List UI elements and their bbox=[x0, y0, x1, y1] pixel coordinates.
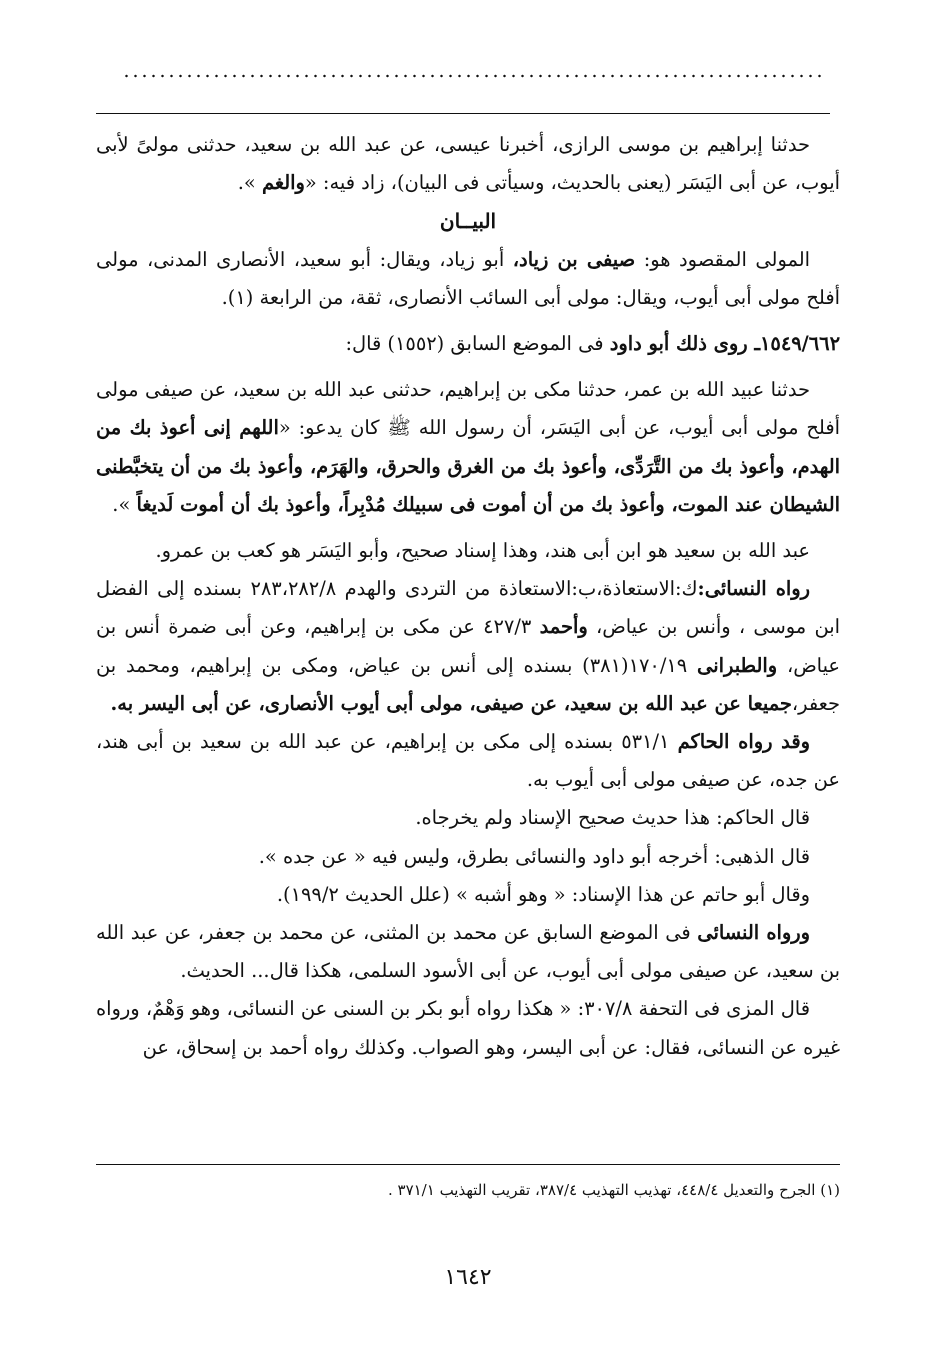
footnote: (١) الجرح والتعديل ٤٤٨/٤، تهذيب التهذيب ٣٨٧/٤، تقريب التهذيب ٣٧١/١ . bbox=[387, 1181, 840, 1199]
text-span: حدثنا إبراهيم بن موسى الرازى، أخبرنا عيسى، عن عبد الله بن سعيد، حدثنى مولىً لأبى أيوب، عن أبى اليَسَر (يعنى بالحديث، وسيأتى فى البيان)، زاد فيه: « bbox=[96, 133, 840, 195]
bold-span: جميعا عن عبد الله بن سعيد، عن صيفى، مولى أبى أيوب الأنصارى، عن أبى اليسر به. bbox=[110, 691, 792, 715]
footnote-rule bbox=[96, 1164, 840, 1165]
text-span: ٤٢٧/٣ عن مكى بن إبراهيم، وعن أبى ضمرة أنس بن عياض، bbox=[96, 615, 840, 677]
main-text bbox=[96, 126, 840, 1067]
bold-span: وأحمد bbox=[539, 615, 588, 639]
paragraph-hakim-quote: قال الحاكم: هذا حديث صحيح الإسناد ولم يخرجاه. bbox=[415, 806, 810, 830]
paragraph-hadith-chain bbox=[96, 126, 840, 202]
paragraph-nasai-alt bbox=[96, 914, 840, 990]
paragraph-hadith-text bbox=[96, 371, 840, 524]
text-span: ك:الاستعاذة،ب:الاستعاذة من التردى والهدم ٢٨٣،٢٨٢/٨ بسنده إلى الفضل ابن موسى ، وأنس بن عياض، bbox=[96, 577, 841, 639]
page-number: ١٦٤٢ bbox=[444, 1265, 492, 1290]
paragraph-abu-hatim-quote: وقال أبو حاتم عن هذا الإسناد: « وهو أشبه » (علل الحديث ١٩٩/٢). bbox=[276, 882, 810, 906]
text-span: حدثنا عبيد الله بن عمر، حدثنا مكى بن إبراهيم، حدثنى عبد الله بن سعيد، عن صيفى مولى أفلح مولى أبى أيوب، عن أبى اليَسَر، أن رسول الله ﷺ كان يدعو: « bbox=[96, 378, 840, 440]
text-span: ٥٣١/١ بسنده إلى مكى بن إبراهيم، عن عبد الله بن سعيد بن أبى هند، عن جده، عن صيفى مولى أبى أيوب به. bbox=[96, 730, 840, 792]
bold-span: صيفى بن زياد، bbox=[512, 247, 636, 271]
text-span: المولى المقصود هو: bbox=[643, 247, 810, 271]
paragraph-hakim bbox=[96, 723, 840, 799]
bold-span: والطبرانى bbox=[697, 653, 778, 677]
text-span: ». bbox=[237, 171, 256, 195]
text-span: ». bbox=[112, 492, 131, 516]
top-rule bbox=[96, 113, 830, 114]
dotted-separator bbox=[122, 70, 826, 82]
paragraph-mizzi: قال المزى فى التحفة ٣٠٧/٨: « هكذا رواه أبو بكر بن السنى عن النسائى، وهو وَهْمٌ، ورواه غيره عن النسائى، فقال: عن أبى اليسر، وهو الصواب. وكذلك رواه أحمد بن إسحاق، عن bbox=[96, 997, 840, 1059]
paragraph-isnad-grade: عبد الله بن سعيد هو ابن أبى هند، وهذا إسناد صحيح، وأبو اليَسَر هو كعب بن عمرو. bbox=[155, 539, 810, 563]
bold-span: ١٥٤٩/٦٦٢ـ روى ذلك أبو داود bbox=[609, 332, 840, 356]
section-heading: البيــان bbox=[439, 209, 497, 234]
bold-span: والغم bbox=[261, 171, 305, 195]
text-span: ١٧٠/١٩(٣٨١) بسنده إلى أنس بن عياض، ومكى بن إبراهيم، ومحمد بن جعفر، bbox=[96, 653, 840, 715]
paragraph-hadith-number bbox=[96, 325, 840, 363]
text-span: أبو زياد، ويقال: أبو سعيد، الأنصارى المدنى، مولى أفلح مولى أبى أيوب، ويقال: مولى أبى السائب الأنصارى، ثقة، من الرابعة bbox=[96, 247, 840, 309]
bold-span: رواه النسائى: bbox=[697, 577, 810, 601]
bold-span: اللهم إنى أعوذ بك من الهدم، وأعوذ بك من التَّرَدِّى، وأعوذ بك من الغرق والحرق، والهَرَم، وأعوذ بك من أن يتخبَّطنى الشيطان عند الموت، وأعوذ بك من أن أموت فى سبيلك مُدْبِراً، وأعوذ بك أن أموت لَديغاً bbox=[96, 416, 840, 516]
footnote-ref: (١). bbox=[221, 285, 254, 309]
bold-span: وقد رواه الحاكم bbox=[677, 730, 810, 754]
paragraph-dhahabi-quote: قال الذهبى: أخرجه أبو داود والنسائى بطرق، وليس فيه « عن جده ». bbox=[258, 844, 810, 868]
text-span: فى الموضع السابق (١٥٥٢) قال: bbox=[345, 332, 604, 356]
text-span: فى الموضع السابق عن محمد بن المثنى، عن محمد بن جعفر، عن عبد الله بن سعيد، عن صيفى مولى أبى أيوب، عن أبى الأسود السلمى، هكذا قال... الحديث. bbox=[96, 921, 840, 983]
bold-span: ورواه النسائى bbox=[697, 921, 810, 945]
paragraph-nasai bbox=[96, 570, 840, 723]
paragraph-explanation bbox=[96, 241, 840, 317]
